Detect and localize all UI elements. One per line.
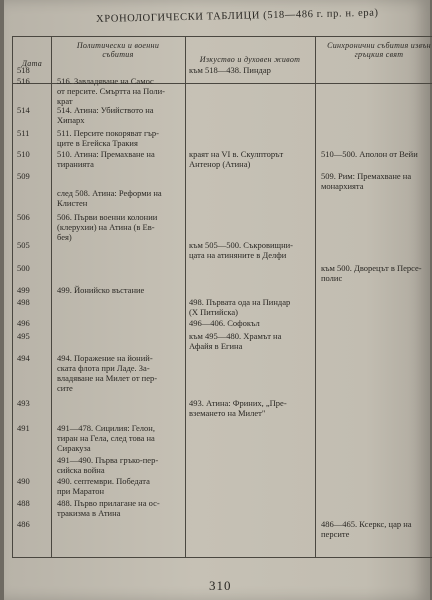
political-event: 506. Първи военни колонии (клерухии) на Атина (в Ев- бея) [57, 212, 158, 242]
row-date: 514 [17, 105, 30, 115]
culture-event: към 518—438. Пиндар [189, 65, 271, 75]
culture-event: 496—406. Софокъл [189, 318, 260, 328]
page-header: ХРОНОЛОГИЧЕСКИ ТАБЛИЦИ (518—486 г. пр. н. ера) [96, 7, 379, 25]
column-header-culture: Изкуство и духовен живот [199, 55, 301, 64]
political-event: 514. Атина: Убийството на Хипарх [57, 105, 154, 125]
row-date: 511 [17, 128, 30, 138]
row-date: 493 [17, 398, 30, 408]
row-date: 494 [17, 353, 30, 363]
row-date: 488 [17, 498, 30, 508]
row-date: 498 [17, 297, 30, 307]
row-date: 516 [17, 76, 30, 86]
column-divider [51, 37, 52, 557]
row-date: 500 [17, 263, 30, 273]
political-event: 488. Първо прилагане на ос- тракизма в Атина [57, 498, 160, 518]
political-event: 510. Атина: Премахване на тиранията [57, 149, 155, 169]
row-date: 496 [17, 318, 30, 328]
column-header-date: Дата [21, 59, 43, 68]
row-date: 510 [17, 149, 30, 159]
synchronous-event: 486—465. Ксеркс, цар на персите [321, 519, 412, 539]
culture-event: краят на VI в. Скулпторът Антенор (Атина) [189, 149, 284, 169]
political-event: след 508. Атина: Реформи на Клистен [57, 188, 162, 208]
culture-event: 498. Първата ода на Пиндар (X Питийска) [189, 297, 291, 317]
political-event: 516. Завладяване на Самос от персите. Смъртта на Поли- крат [57, 76, 165, 106]
row-date: 506 [17, 212, 30, 222]
column-divider [185, 37, 186, 557]
column-header-political: Политически и военни събития [76, 41, 160, 59]
column-header-greek: Синхронични събития извън гръцкия свят [327, 41, 431, 59]
row-date: 490 [17, 476, 30, 486]
synchronous-event: към 500. Дворецът в Персе- полис [321, 263, 422, 283]
political-event: 499. Йонийско въстание [57, 285, 145, 295]
political-event: 491—478. Сицилия: Гелон, тиран на Гела, след това на Сиракуза [57, 423, 155, 453]
page-number: 310 [209, 578, 232, 593]
culture-event: към 505—500. Съкровищни- цата на атиняните в Делфи [189, 240, 294, 260]
book-page [4, 0, 430, 600]
synchronous-event: 510—500. Аполон от Вейи [321, 149, 418, 159]
political-event: 511. Персите покоряват гър- ците в Егейска Тракия [57, 128, 159, 148]
row-date: 505 [17, 240, 30, 250]
synchronous-event: 509. Рим: Премахване на монархията [321, 171, 412, 191]
row-date: 518 [17, 65, 30, 75]
culture-event: 493. Атина: Фриних, „Пре- вземането на Милет" [189, 398, 287, 418]
culture-event: към 495—480. Храмът на Афайя в Егина [189, 331, 282, 351]
political-event: 490. септември. Победата при Маратон [57, 476, 150, 496]
row-date: 495 [17, 331, 30, 341]
row-date: 509 [17, 171, 30, 181]
political-event: 491—490. Първа гръко-пер- сийска война [57, 455, 159, 475]
row-date: 499 [17, 285, 30, 295]
row-date: 486 [17, 519, 30, 529]
chronology-table [12, 36, 432, 558]
political-event: 494. Поражение на йоний- ската флота при Ладе. За- владяване на Милет от пер- сите [57, 353, 158, 393]
row-date: 491 [17, 423, 30, 433]
